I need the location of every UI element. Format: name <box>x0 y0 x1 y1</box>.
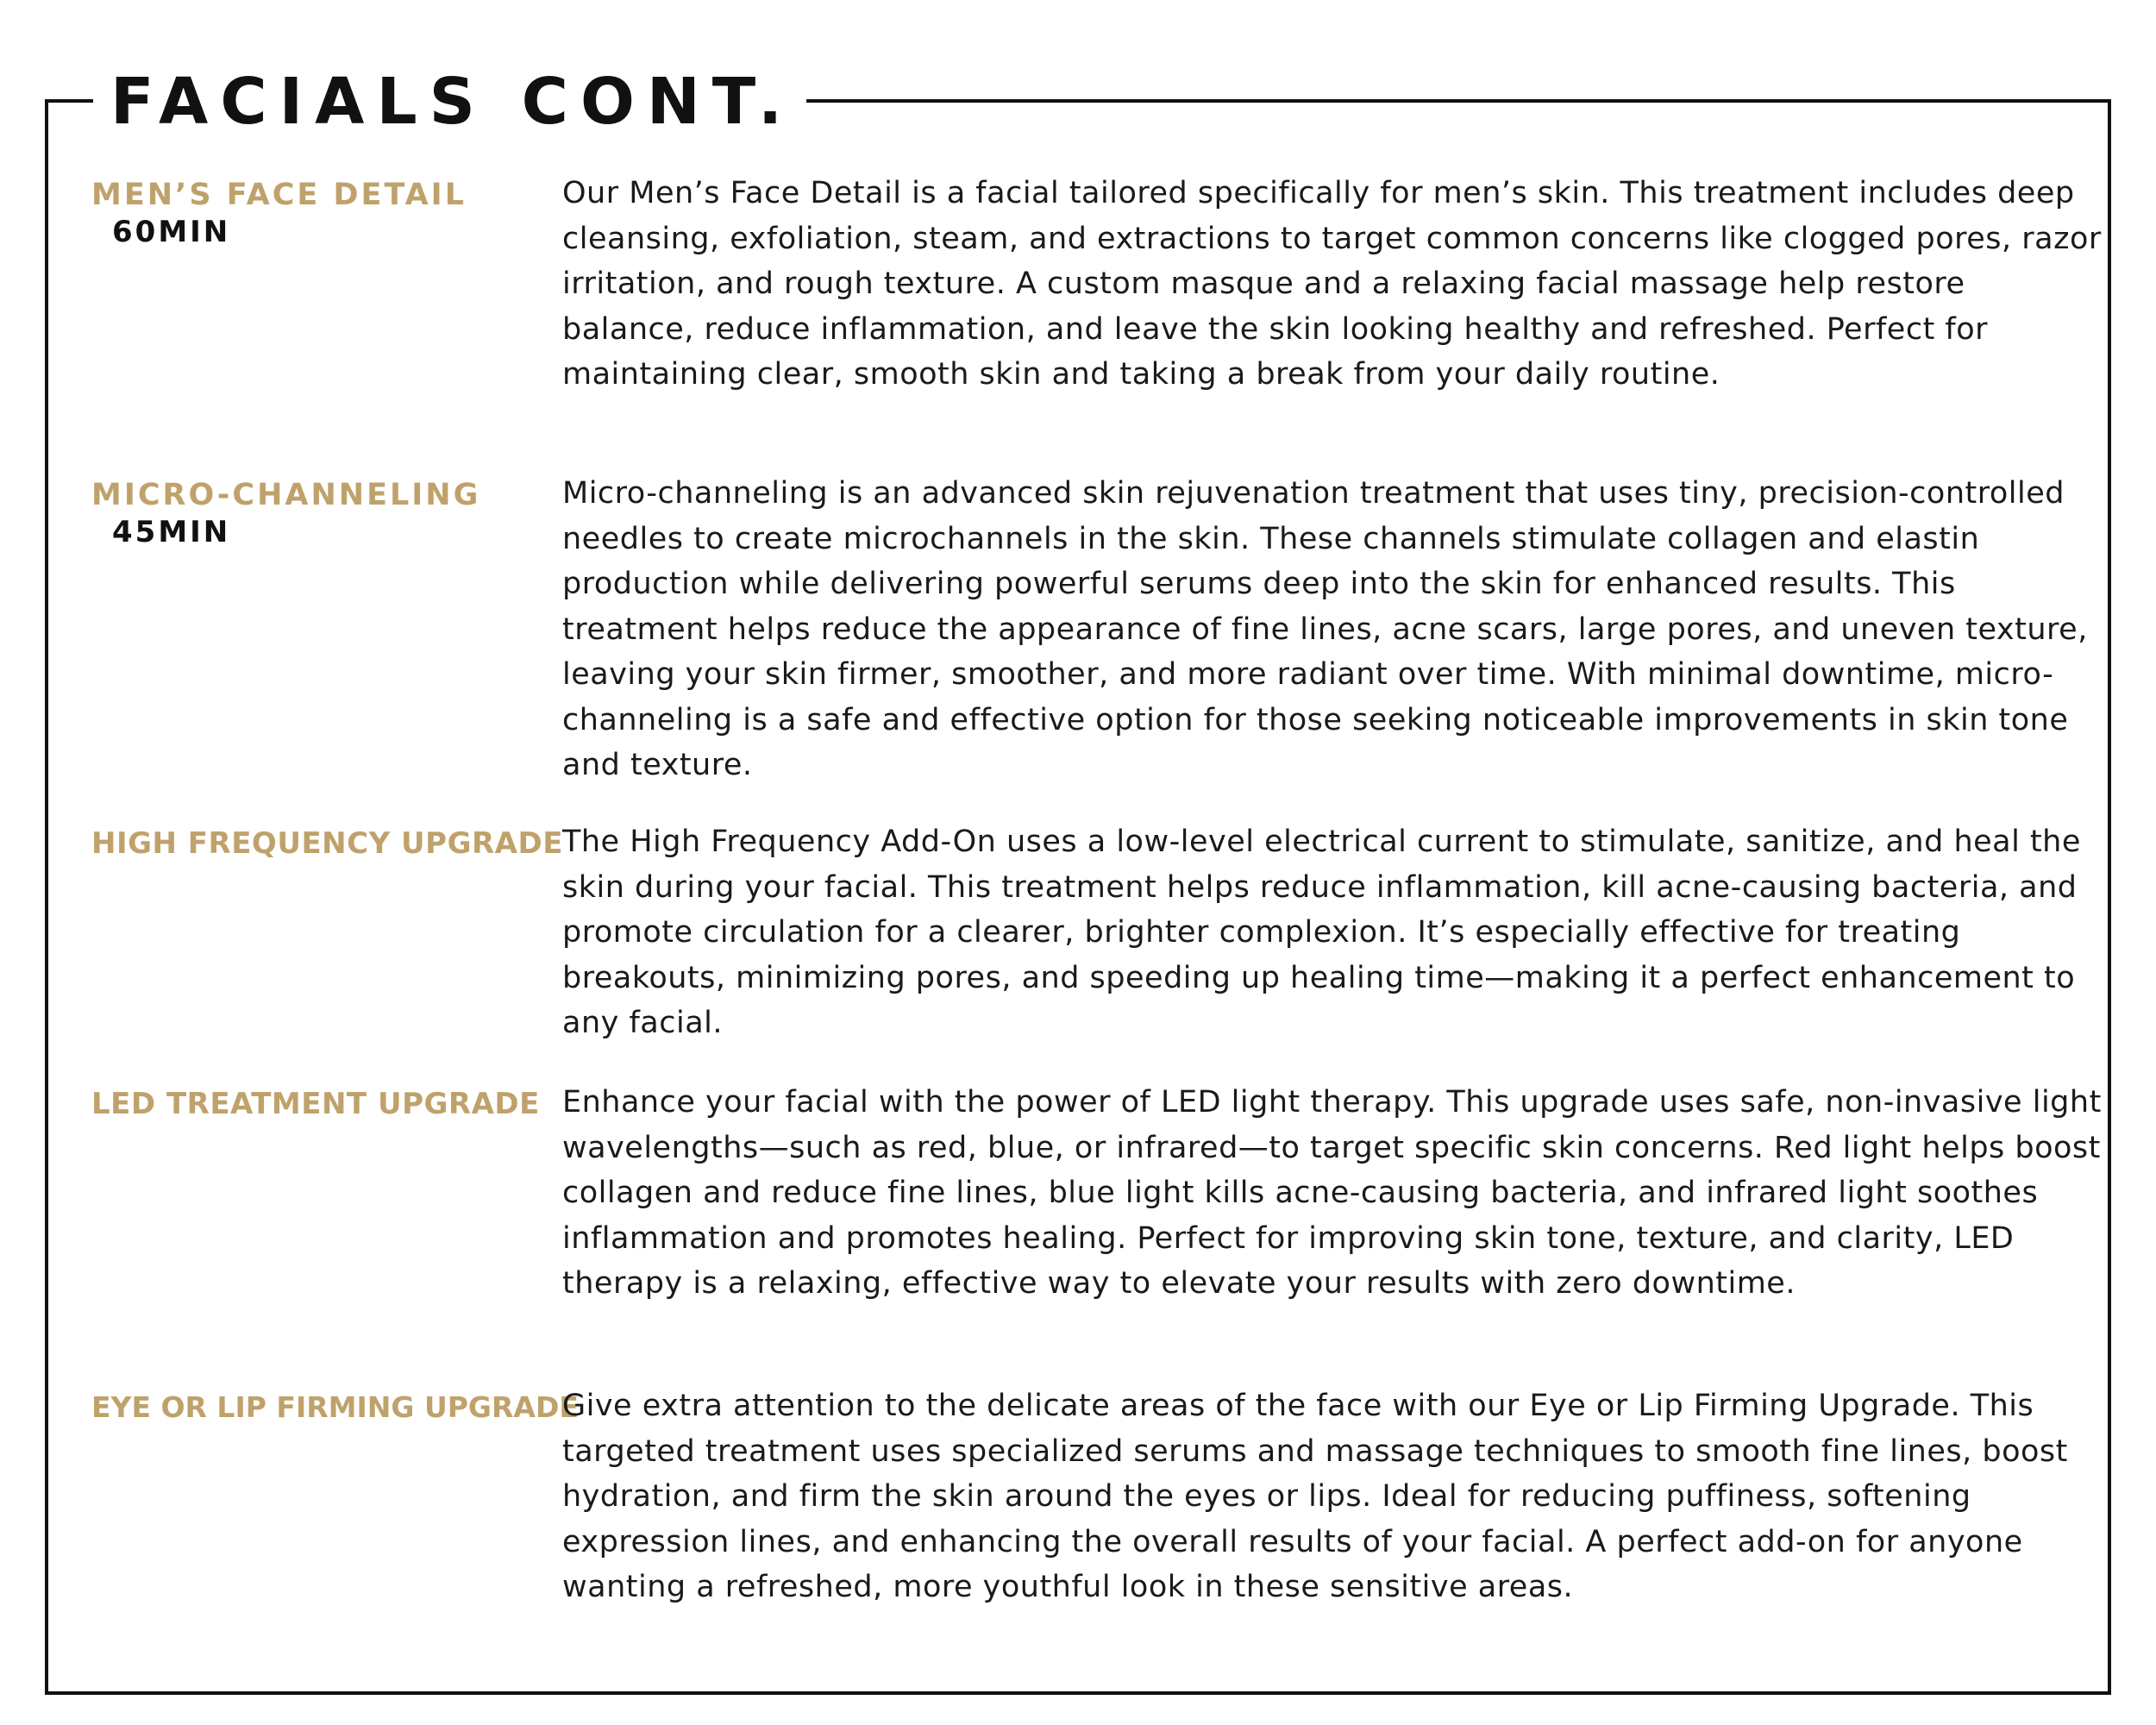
service-name: HIGH FREQUENCY UPGRADE <box>91 826 563 861</box>
service-description: Our Men’s Face Detail is a facial tailored specifically for men’s skin. This treatment includes deep cleansing, exfoliation, steam, and extractions to target common concerns like clogged pores, razor irritation, and rough texture. A custom masque and a relaxing facial massage help restore balance, reduce inflammation, and leave the skin looking healthy and refreshed. Perfect for maintaining clear, smooth skin and taking a break from your daily routine. <box>562 176 2102 392</box>
service-description: Give extra attention to the delicate areas of the face with our Eye or Lip Firming Upgrade. This targeted treatment uses specialized serums and massage techniques to smooth fine lines, boost hydration, and firm the skin around the eyes or lips. Ideal for reducing puffiness, softening expression lines, and enhancing the overall results of your facial. A perfect add-on for anyone wanting a refreshed, more youthful look in these sensitive areas. <box>562 1389 2068 1604</box>
service-duration: 60MIN <box>112 215 231 249</box>
page-title: FACIALS CONT. <box>93 60 806 143</box>
service-name: MICRO-CHANNELING <box>91 478 481 512</box>
service-duration: 45MIN <box>112 515 231 549</box>
service-name: MEN’S FACE DETAIL <box>91 178 467 212</box>
service-description: Enhance your facial with the power of LED light therapy. This upgrade uses safe, non-invasive light wavelengths—such as red, blue, or infrared—to target specific skin concerns. Red light helps boost collagen and reduce fine lines, blue light kills acne-causing bacteria, and infrared light soothes inflammation and promotes healing. Perfect for improving skin tone, texture, and clarity, LED therapy is a relaxing, effective way to elevate your results with zero downtime. <box>562 1085 2102 1301</box>
service-description: The High Frequency Add-On uses a low-level electrical current to stimulate, sanitize, and heal the skin during your facial. This treatment helps reduce inflammation, kill acne-causing bacteria, and promote circulation for a clearer, brighter complexion. It’s especially effective for treating breakouts, minimizing pores, and speeding up healing time—making it a perfect enhancement to any facial. <box>562 825 2081 1040</box>
service-name: LED TREATMENT UPGRADE <box>91 1087 540 1121</box>
service-name: EYE OR LIP FIRMING UPGRADE <box>91 1390 579 1424</box>
service-description: Micro-channeling is an advanced skin rejuvenation treatment that uses tiny, precision-controlled needles to create microchannels in the skin. These channels stimulate collagen and elastin production while delivering powerful serums deep into the skin for enhanced results. This treatment helps reduce the appearance of fine lines, acne scars, large pores, and uneven texture, leaving your skin firmer, smoother, and more radiant over time. With minimal downtime, micro-channeling is a safe and effective option for those seeking noticeable improvements in skin tone and texture. <box>562 476 2088 782</box>
